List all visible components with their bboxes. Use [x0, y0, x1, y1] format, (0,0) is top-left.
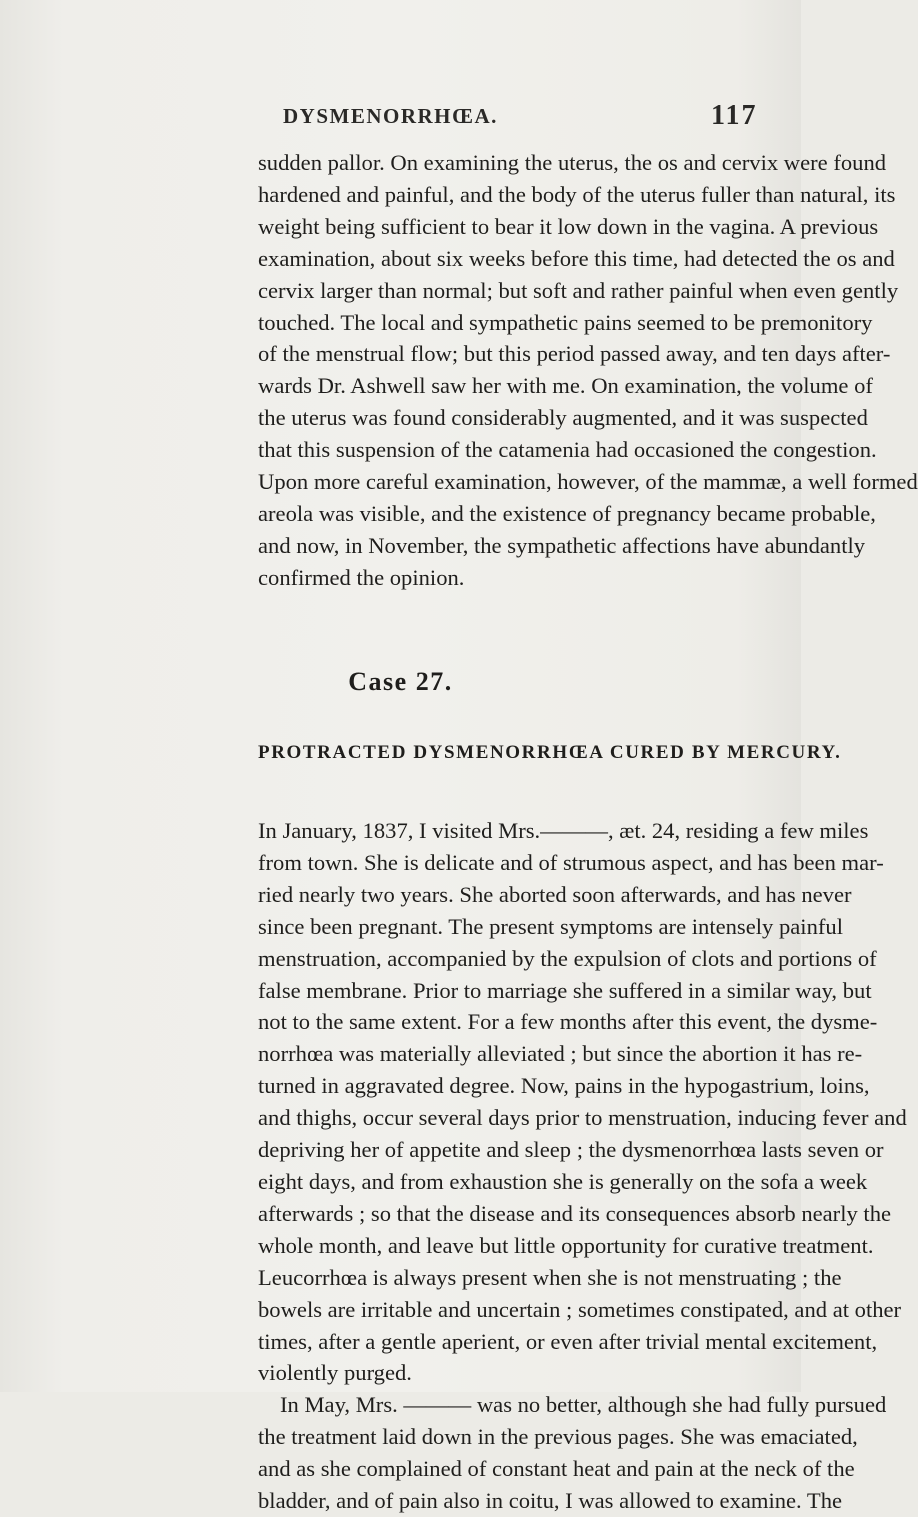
text-line: since been pregnant. The present symptoms are intensely painful	[258, 913, 843, 939]
text-line: In January, 1837, I visited Mrs.———, æt. 24, residing a few miles	[258, 818, 869, 843]
text-line: Leucorrhœa is always present when she is not menstruating ; the	[258, 1264, 842, 1290]
text-line: of the menstrual flow; but this period passed away, and ten days after-	[258, 341, 891, 367]
text-line: weight being sufficient to bear it low down in the vagina. A previous	[258, 213, 879, 239]
paragraph-continued	[258, 147, 918, 594]
text-line: false membrane. Prior to marriage she suffered in a similar way, but	[258, 977, 872, 1003]
text-line: and thighs, occur several days prior to menstruation, inducing fever and	[258, 1105, 907, 1131]
text-line: violently purged.	[258, 1360, 412, 1386]
text-line: examination, about six weeks before this time, had detected the os and	[258, 245, 895, 271]
text-line: wards Dr. Ashwell saw her with me. On examination, the volume of	[258, 373, 873, 399]
text-line: not to the same extent. For a few months after this event, the dysme-	[258, 1009, 878, 1035]
text-line: bladder, and of pain also in coitu, I was allowed to examine. The	[258, 1487, 843, 1513]
text-line: whole month, and leave but little opportunity for curative treatment.	[258, 1232, 874, 1258]
text-line: menstruation, accompanied by the expulsion of clots and portions of	[258, 945, 877, 971]
text-line: bowels are irritable and uncertain ; sometimes constipated, and at other	[258, 1296, 902, 1322]
text-line: the uterus was found considerably augmented, and it was suspected	[258, 405, 868, 431]
text-line: afterwards ; so that the disease and its consequences absorb nearly the	[258, 1200, 892, 1226]
running-title: DYSMENORRHŒA.	[283, 104, 498, 128]
text-line: hardened and painful, and the body of the uterus fuller than natural, its	[258, 181, 896, 207]
text-line: touched. The local and sympathetic pains seemed to be premonitory	[258, 309, 873, 335]
page-number: 117	[711, 100, 758, 131]
text-line: times, after a gentle aperient, or even after trivial mental excitement,	[258, 1328, 878, 1354]
text-line: depriving her of appetite and sleep ; the dysmenorrhœa lasts seven or	[258, 1137, 884, 1163]
text-line: from town. She is delicate and of strumous aspect, and has been mar-	[258, 849, 884, 875]
paragraph-followup	[258, 1389, 887, 1517]
text-line: confirmed the opinion.	[258, 564, 465, 590]
text-line: ried nearly two years. She aborted soon afterwards, and has never	[258, 881, 852, 907]
text-line: sudden pallor. On examining the uterus, the os and cervix were found	[258, 150, 887, 175]
case-title: PROTRACTED DYSMENORRHŒA CURED BY MERCURY.	[258, 742, 842, 763]
paragraph-case-history	[258, 815, 907, 1389]
text-line: Upon more careful examination, however, of the mammæ, a well formed	[258, 469, 918, 495]
text-line: cervix larger than normal; but soft and rather painful when even gently	[258, 277, 899, 303]
text-line: norrhœa was materially alleviated ; but since the abortion it has re-	[258, 1041, 863, 1067]
text-line: areola was visible, and the existence of pregnancy became probable,	[258, 500, 876, 526]
running-head	[0, 100, 801, 136]
text-line: the treatment laid down in the previous pages. She was emaciated,	[258, 1424, 858, 1450]
text-line: and now, in November, the sympathetic affections have abundantly	[258, 532, 866, 558]
case-heading: Case 27.	[348, 667, 453, 696]
text-line: that this suspension of the catamenia had occasioned the congestion.	[258, 437, 877, 463]
text-line: eight days, and from exhaustion she is generally on the sofa a week	[258, 1168, 868, 1194]
text-line: and as she complained of constant heat and pain at the neck of the	[258, 1456, 855, 1481]
text-line: In May, Mrs. ——— was no better, although she had fully pursued	[280, 1392, 887, 1418]
text-line: turned in aggravated degree. Now, pains in the hypogastrium, loins,	[258, 1073, 870, 1099]
